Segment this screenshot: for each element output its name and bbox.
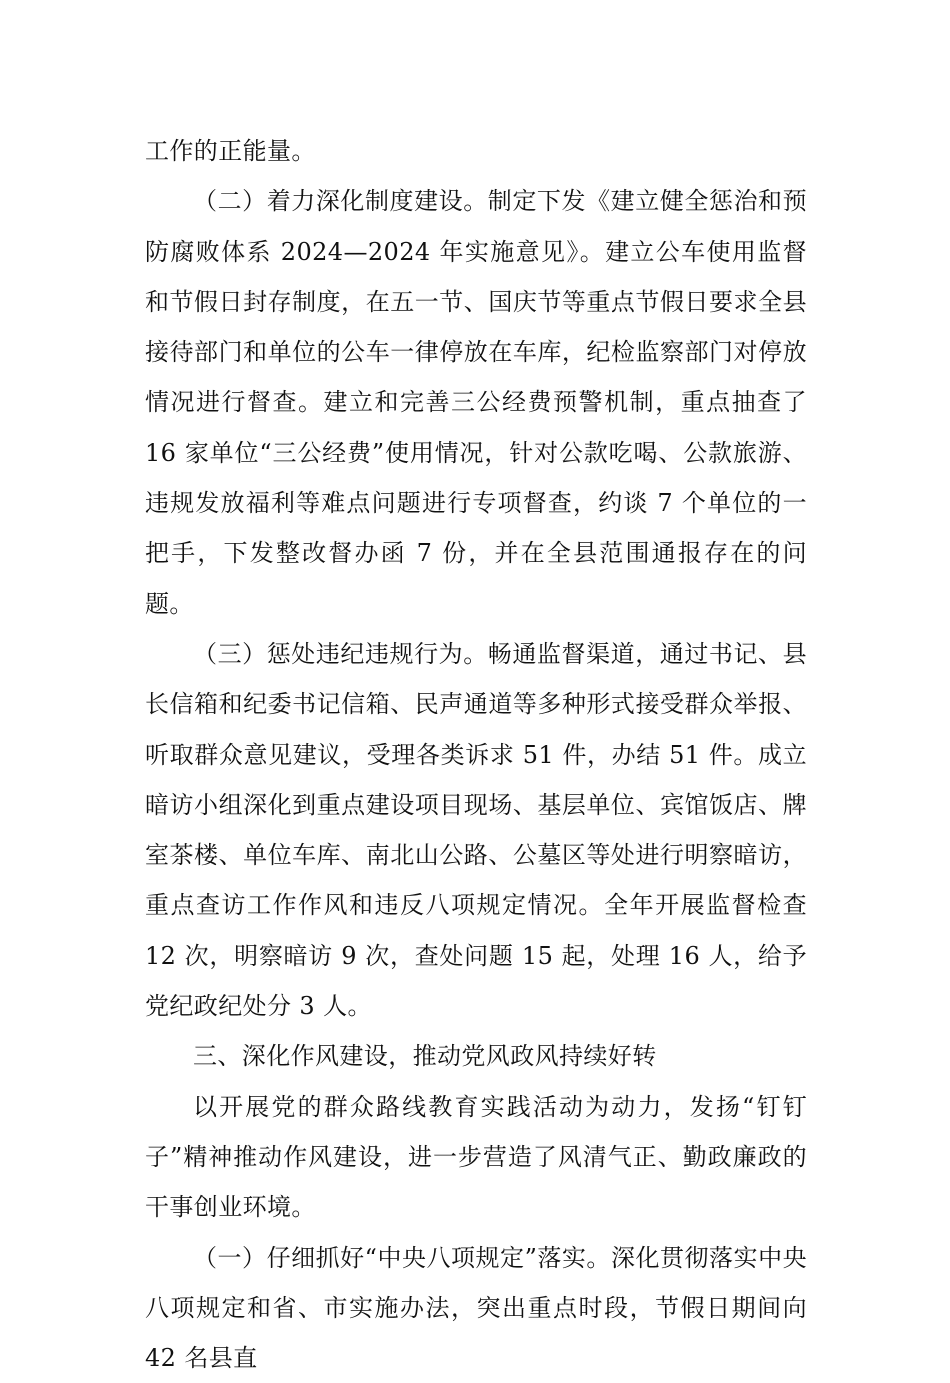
paragraph-punish-violations: （三）惩处违纪违规行为。畅通监督渠道，通过书记、县长信箱和纪委书记信箱、民声通道等多种形式接受群众举报、听取群众意见建议，受理各类诉求 51 件，办结 51 件。成立暗访小组深化到重点建设项目现场、基层单位、宾馆饭店、牌室茶楼、单位车库、南北山公路、公墓区等处进行明察暗访，重点查访工作作风和违反八项规定情况。全年开展监督检查 12 次，明察暗访 9 次，查处问题 15 起，处理 16 人，给予党纪政纪处分 3 人。 bbox=[145, 639, 807, 1021]
section-heading-work-style: 三、深化作风建设，推动党风政风持续好转 bbox=[193, 1042, 657, 1071]
document-body bbox=[145, 126, 807, 1383]
paragraph-mass-line-education: 以开展党的群众路线教育实践活动为动力，发扬“钉钉子”精神推动作风建设，进一步营造了风清气正、勤政廉政的干事创业环境。 bbox=[145, 1092, 807, 1222]
paragraph-continuation: 工作的正能量。 bbox=[145, 137, 316, 165]
paragraph-institution-building: （二）着力深化制度建设。制定下发《建立健全惩治和预防腐败体系 2024—2024 年实施意见》。建立公车使用监督和节假日封存制度，在五一节、国庆节等重点节假日要求全县接待部门和单位的公车一律停放在车库，纪检监察部门对停放情况进行督查。建立和完善三公经费预警机制，重点抽查了 16 家单位“三公经费”使用情况，针对公款吃喝、公款旅游、违规发放福利等难点问题进行专项督查，约谈 7 个单位的一把手，下发整改督办函 7 份，并在全县范围通报存在的问题。 bbox=[145, 187, 807, 618]
paragraph-eight-regulations: （一）仔细抓好“中央八项规定”落实。深化贯彻落实中央八项规定和省、市实施办法，突出重点时段，节假日期间向 42 名县直 bbox=[145, 1243, 807, 1373]
